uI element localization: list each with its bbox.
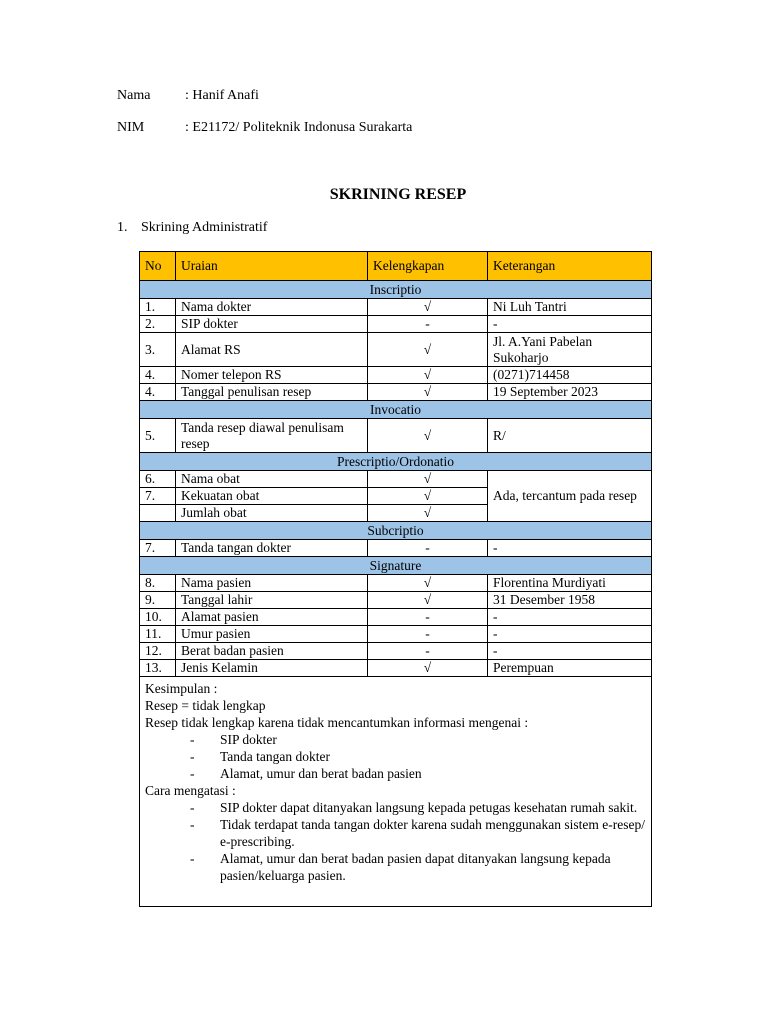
solution-item-text: SIP dokter dapat ditanyakan langsung kepada petugas kesehatan rumah sakit. xyxy=(220,800,638,815)
bullet-dash: - xyxy=(190,851,195,866)
section-number: 1. xyxy=(117,220,128,235)
summary-cell xyxy=(140,677,652,907)
row-no: 4. xyxy=(140,384,176,401)
nim-value: : E21172/ Politeknik Indonusa Surakarta xyxy=(185,120,413,135)
missing-item-text: Alamat, umur dan berat badan pasien xyxy=(220,766,422,781)
row-uraian: Berat badan pasien xyxy=(176,643,368,660)
table-row xyxy=(140,592,652,609)
table-row xyxy=(140,643,652,660)
resep-status: Resep = tidak lengkap xyxy=(145,698,266,713)
row-kelengkapan: - xyxy=(368,316,488,333)
missing-item xyxy=(145,765,646,782)
row-kelengkapan: √ xyxy=(368,419,488,453)
group-label: Prescriptio/Ordonatio xyxy=(140,453,652,471)
nama-label: Nama xyxy=(117,88,151,103)
row-kelengkapan: - xyxy=(368,626,488,643)
table-row xyxy=(140,367,652,384)
row-uraian: Alamat RS xyxy=(176,333,368,367)
row-keterangan: Perempuan xyxy=(488,660,652,677)
table-row xyxy=(140,609,652,626)
table-row xyxy=(140,333,652,367)
row-kelengkapan: √ xyxy=(368,488,488,505)
row-kelengkapan: √ xyxy=(368,471,488,488)
row-uraian: Tanggal lahir xyxy=(176,592,368,609)
missing-item xyxy=(145,731,646,748)
bullet-dash: - xyxy=(190,732,195,747)
row-uraian: Nama obat xyxy=(176,471,368,488)
row-no: 7. xyxy=(140,540,176,557)
row-keterangan: - xyxy=(488,609,652,626)
screening-table xyxy=(139,251,652,907)
row-no: 8. xyxy=(140,575,176,592)
row-no: 10. xyxy=(140,609,176,626)
solution-item-text: Tidak terdapat tanda tangan dokter karena sudah menggunakan sistem e-resep/ e-prescribing. xyxy=(220,817,645,849)
row-uraian: Jumlah obat xyxy=(176,505,368,522)
row-keterangan: - xyxy=(488,540,652,557)
row-keterangan: Jl. A.Yani Pabelan Sukoharjo xyxy=(488,333,652,367)
row-no: 7. xyxy=(140,488,176,505)
row-keterangan: (0271)714458 xyxy=(488,367,652,384)
group-row xyxy=(140,453,652,471)
row-uraian: Nomer telepon RS xyxy=(176,367,368,384)
missing-item-text: Tanda tangan dokter xyxy=(220,749,331,764)
row-keterangan: - xyxy=(488,626,652,643)
row-no: 2. xyxy=(140,316,176,333)
bullet-dash: - xyxy=(190,800,195,815)
table-row xyxy=(140,626,652,643)
group-label: Signature xyxy=(140,557,652,575)
row-uraian: Alamat pasien xyxy=(176,609,368,626)
nama-value: : Hanif Anafi xyxy=(185,88,259,103)
row-keterangan: Florentina Murdiyati xyxy=(488,575,652,592)
section-heading xyxy=(117,220,267,236)
row-uraian: Jenis Kelamin xyxy=(176,660,368,677)
document-title: SKRINING RESEP xyxy=(329,186,467,203)
row-uraian: SIP dokter xyxy=(176,316,368,333)
row-kelengkapan: √ xyxy=(368,592,488,609)
row-no: 6. xyxy=(140,471,176,488)
group-row xyxy=(140,522,652,540)
solution-item xyxy=(145,816,646,850)
missing-item xyxy=(145,748,646,765)
table-row xyxy=(140,540,652,557)
row-keterangan: - xyxy=(488,643,652,660)
row-no: 9. xyxy=(140,592,176,609)
row-keterangan: 19 September 2023 xyxy=(488,384,652,401)
row-no: 3. xyxy=(140,333,176,367)
section-label: Skrining Administratif xyxy=(141,220,268,235)
nim-label: NIM xyxy=(117,120,145,135)
row-uraian: Nama dokter xyxy=(176,299,368,316)
solution-item xyxy=(145,799,646,816)
row-uraian: Umur pasien xyxy=(176,626,368,643)
row-uraian: Nama pasien xyxy=(176,575,368,592)
column-header: Kelengkapan xyxy=(368,252,488,281)
bullet-dash: - xyxy=(190,749,195,764)
group-label: Inscriptio xyxy=(140,281,652,299)
table-row xyxy=(140,419,652,453)
row-kelengkapan: - xyxy=(368,643,488,660)
solution-item-text: Alamat, umur dan berat badan pasien dapat ditanyakan langsung kepada pasien/keluarga pasien. xyxy=(220,851,611,883)
row-kelengkapan: - xyxy=(368,609,488,626)
row-no: 1. xyxy=(140,299,176,316)
table-row xyxy=(140,384,652,401)
group-row xyxy=(140,281,652,299)
row-keterangan: R/ xyxy=(488,419,652,453)
column-header: Keterangan xyxy=(488,252,652,281)
row-no: 12. xyxy=(140,643,176,660)
row-kelengkapan: √ xyxy=(368,333,488,367)
table-row xyxy=(140,316,652,333)
column-header: Uraian xyxy=(176,252,368,281)
table-row xyxy=(140,660,652,677)
row-kelengkapan: - xyxy=(368,540,488,557)
column-header: No xyxy=(140,252,176,281)
row-no: 11. xyxy=(140,626,176,643)
row-keterangan: Ni Luh Tantri xyxy=(488,299,652,316)
group-row xyxy=(140,557,652,575)
row-keterangan: Ada, tercantum pada resep xyxy=(488,471,652,522)
row-uraian: Tanggal penulisan resep xyxy=(176,384,368,401)
table-header-row xyxy=(140,252,652,281)
cara-label: Cara mengatasi : xyxy=(145,783,236,798)
row-kelengkapan: √ xyxy=(368,384,488,401)
row-keterangan: - xyxy=(488,316,652,333)
bullet-dash: - xyxy=(190,766,195,781)
nama-row xyxy=(117,88,259,104)
table-row xyxy=(140,299,652,316)
row-no: 5. xyxy=(140,419,176,453)
group-row xyxy=(140,401,652,419)
reason-intro: Resep tidak lengkap karena tidak mencantumkan informasi mengenai : xyxy=(145,715,529,730)
row-uraian: Tanda tangan dokter xyxy=(176,540,368,557)
row-no: 13. xyxy=(140,660,176,677)
row-uraian: Tanda resep diawal penulisam resep xyxy=(176,419,368,453)
row-kelengkapan: √ xyxy=(368,505,488,522)
nim-row xyxy=(117,120,412,136)
bullet-dash: - xyxy=(190,817,195,832)
row-uraian: Kekuatan obat xyxy=(176,488,368,505)
group-label: Invocatio xyxy=(140,401,652,419)
table-row xyxy=(140,471,652,488)
row-no: 4. xyxy=(140,367,176,384)
row-keterangan: 31 Desember 1958 xyxy=(488,592,652,609)
row-kelengkapan: √ xyxy=(368,660,488,677)
row-kelengkapan: √ xyxy=(368,575,488,592)
missing-item-text: SIP dokter xyxy=(220,732,277,747)
table-row xyxy=(140,575,652,592)
row-kelengkapan: √ xyxy=(368,367,488,384)
kesimpulan-label: Kesimpulan : xyxy=(145,681,218,696)
row-kelengkapan: √ xyxy=(368,299,488,316)
group-label: Subcriptio xyxy=(140,522,652,540)
summary-row xyxy=(140,677,652,907)
solution-item xyxy=(145,850,646,884)
row-no xyxy=(140,505,176,522)
